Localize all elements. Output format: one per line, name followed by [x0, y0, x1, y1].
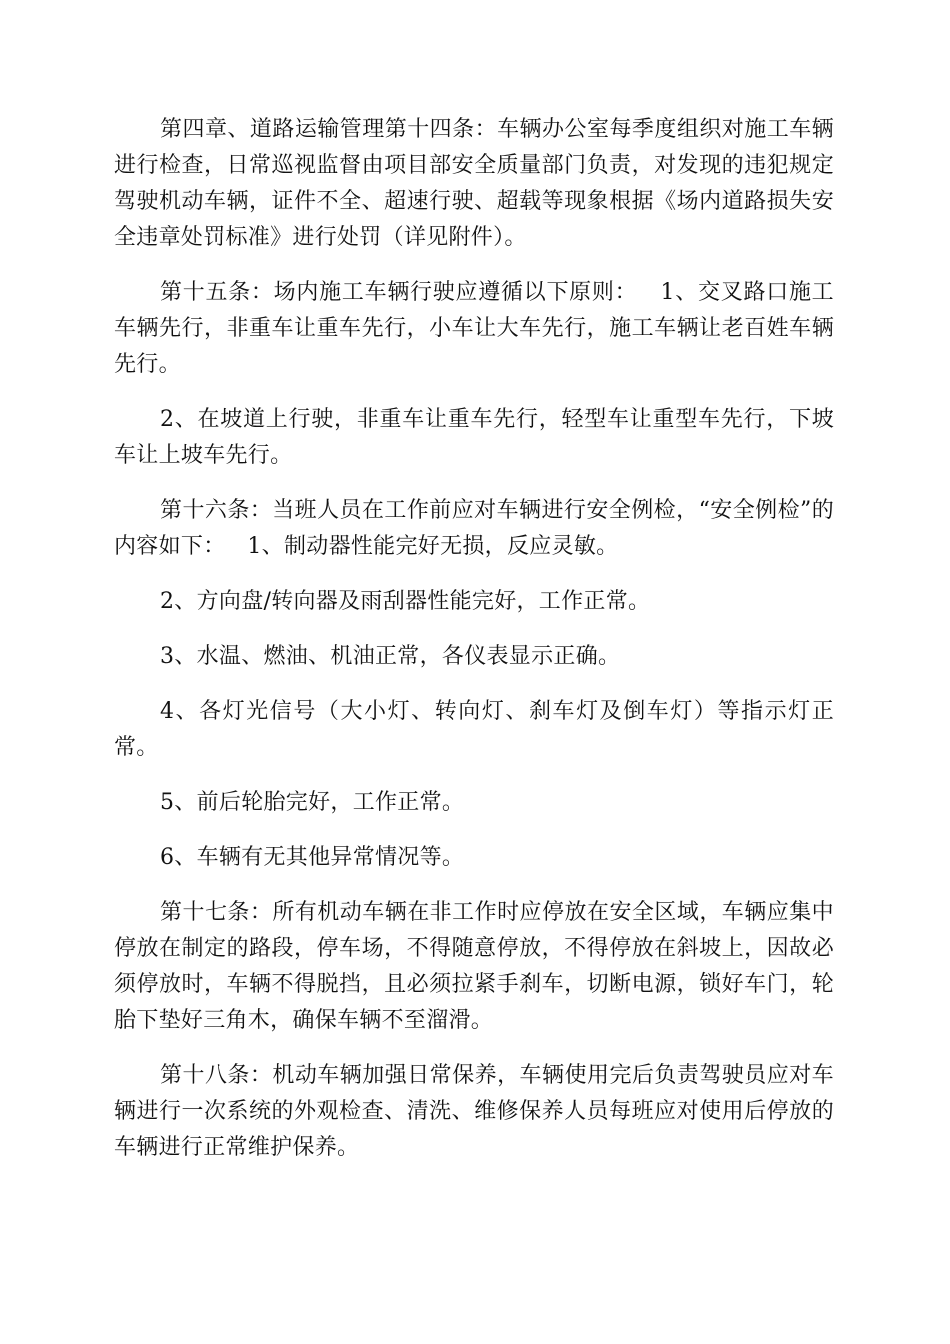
paragraph-article-14: 第四章、道路运输管理第十四条：车辆办公室每季度组织对施工车辆进行检查，日常巡视监督由项目部安全质量部门负责，对发现的违犯规定驾驶机动车辆，证件不全、超速行驶、超载等现象根据《场内道路损失安全违章处罚标准》进行处罚（详见附件）。 — [114, 117, 834, 250]
paragraph-article-16-item-3: 3、水温、燃油、机油正常，各仪表显示正确。 — [160, 644, 621, 669]
document-body — [114, 112, 834, 1185]
paragraph-article-17: 第十七条：所有机动车辆在非工作时应停放在安全区域，车辆应集中停放在制定的路段，停车场，不得随意停放，不得停放在斜坡上，因故必须停放时，车辆不得脱挡，且必须拉紧手刹车，切断电源，锁好车门，轮胎下垫好三角木，确保车辆不至溜滑。 — [114, 900, 834, 1033]
paragraph-article-18: 第十八条：机动车辆加强日常保养，车辆使用完后负责驾驶员应对车辆进行一次系统的外观检查、清洗、维修保养人员每班应对使用后停放的车辆进行正常维护保养。 — [114, 1063, 834, 1160]
paragraph-article-16-item-6: 6、车辆有无其他异常情况等。 — [160, 845, 465, 870]
paragraph-article-16-item-5: 5、前后轮胎完好，工作正常。 — [160, 790, 465, 815]
paragraph-article-15: 第十五条：场内施工车辆行驶应遵循以下原则： 1、交叉路口施工车辆先行，非重车让重车先行，小车让大车先行，施工车辆让老百姓车辆先行。 — [114, 280, 834, 377]
paragraph-article-16: 第十六条：当班人员在工作前应对车辆进行安全例检，“安全例检”的内容如下： 1、制动器性能完好无损，反应灵敏。 — [114, 498, 834, 559]
paragraph-article-16-item-4: 4、各灯光信号（大小灯、转向灯、刹车灯及倒车灯）等指示灯正常。 — [114, 699, 834, 760]
paragraph-article-16-item-2: 2、方向盘/转向器及雨刮器性能完好，工作正常。 — [160, 589, 651, 614]
paragraph-article-15-item-2: 2、在坡道上行驶，非重车让重车先行，轻型车让重型车先行，下坡车让上坡车先行。 — [114, 407, 834, 468]
